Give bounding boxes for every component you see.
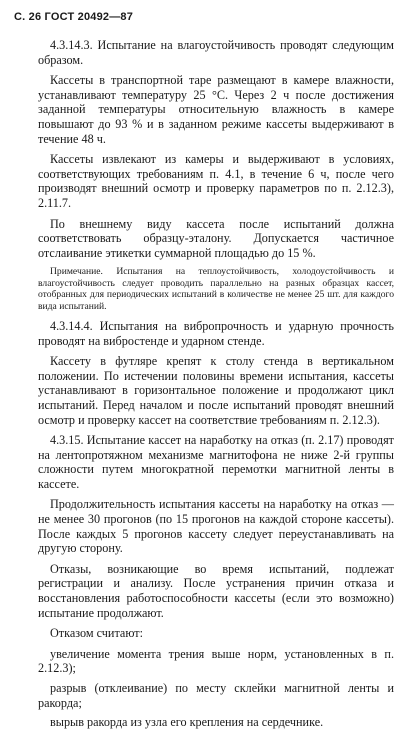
paragraph: Кассеты в транспортной таре размещают в камере влажности, устанавливают температуру 25 °С. Через 2 ч после достижения заданной температуры относительную влажность в камере повышают до 93 % и в заданном режиме кассеты выдерживают в течение 48 ч.: [38, 73, 394, 146]
list-item: вырыв ракорда из узла его крепления на сердечнике.: [50, 715, 324, 730]
paragraph: Кассету в футляре крепят к столу стенда в вертикальном положении. По истечении половины времени испытания, кассеты устанавливают в горизонтальное положение и продолжают цикл испытаний. Перед началом и после испытаний проводят внешний осмотр и проверку кассет на соответствие требованиям п. 2.12.3).: [38, 354, 394, 427]
section-4-3-14-3: 4.3.14.3. Испытание на влагоустойчивость проводят следующим образом.: [38, 38, 394, 67]
failure-list: [38, 647, 394, 730]
note: Примечание. Испытания на теплоустойчивость, холодоустойчивость и влагоустойчивость следует проводить параллельно на разных образцах кассет, отобранных для периодических испытаний в количестве не менее 25 шт. для каждого вида испытаний.: [38, 266, 394, 312]
paragraph: Отказом считают:: [50, 626, 143, 641]
paragraph: Кассеты извлекают из камеры и выдерживают в условиях, соответствующих требованиям п. 4.1, в течение 6 ч, после чего производят внешний осмотр и проверку параметров по п. 2.12.3), 2.11.7.: [38, 152, 394, 210]
list-item: разрыв (отклеивание) по месту склейки магнитной ленты и ракорда;: [38, 681, 394, 710]
body-text: [38, 38, 394, 735]
paragraph: По внешнему виду кассета после испытаний должна соответствовать образцу-эталону. Допускается частичное отслаивание этикетки суммарной площадью до 15 %.: [38, 216, 394, 260]
section-4-3-14-4: 4.3.14.4. Испытания на вибропрочность и ударную прочность проводят на вибростенде и ударном стенде.: [38, 318, 394, 348]
section-4-3-15: 4.3.15. Испытание кассет на наработку на отказ (п. 2.17) проводят на лентопротяжном механизме магнитофона не ниже 2-й группы сложности путем многократной перемотки магнитной ленты в кассете.: [38, 433, 394, 491]
page-header: С. 26 ГОСТ 20492—87: [14, 11, 134, 23]
paragraph: Продолжительность испытания кассеты на наработку на отказ — не менее 30 прогонов (по 15 прогонов на каждой стороне кассеты). После каждых 5 прогонов кассету следует переустанавливать на другую сторону.: [38, 497, 394, 556]
list-item: увеличение момента трения выше норм, установленных в п. 2.12.3);: [38, 646, 394, 676]
paragraph: Отказы, возникающие во время испытаний, подлежат регистрации и анализу. После устранения причин отказа и восстановления работоспособности кассеты (если это возможно) испытание продолжают.: [38, 561, 394, 620]
